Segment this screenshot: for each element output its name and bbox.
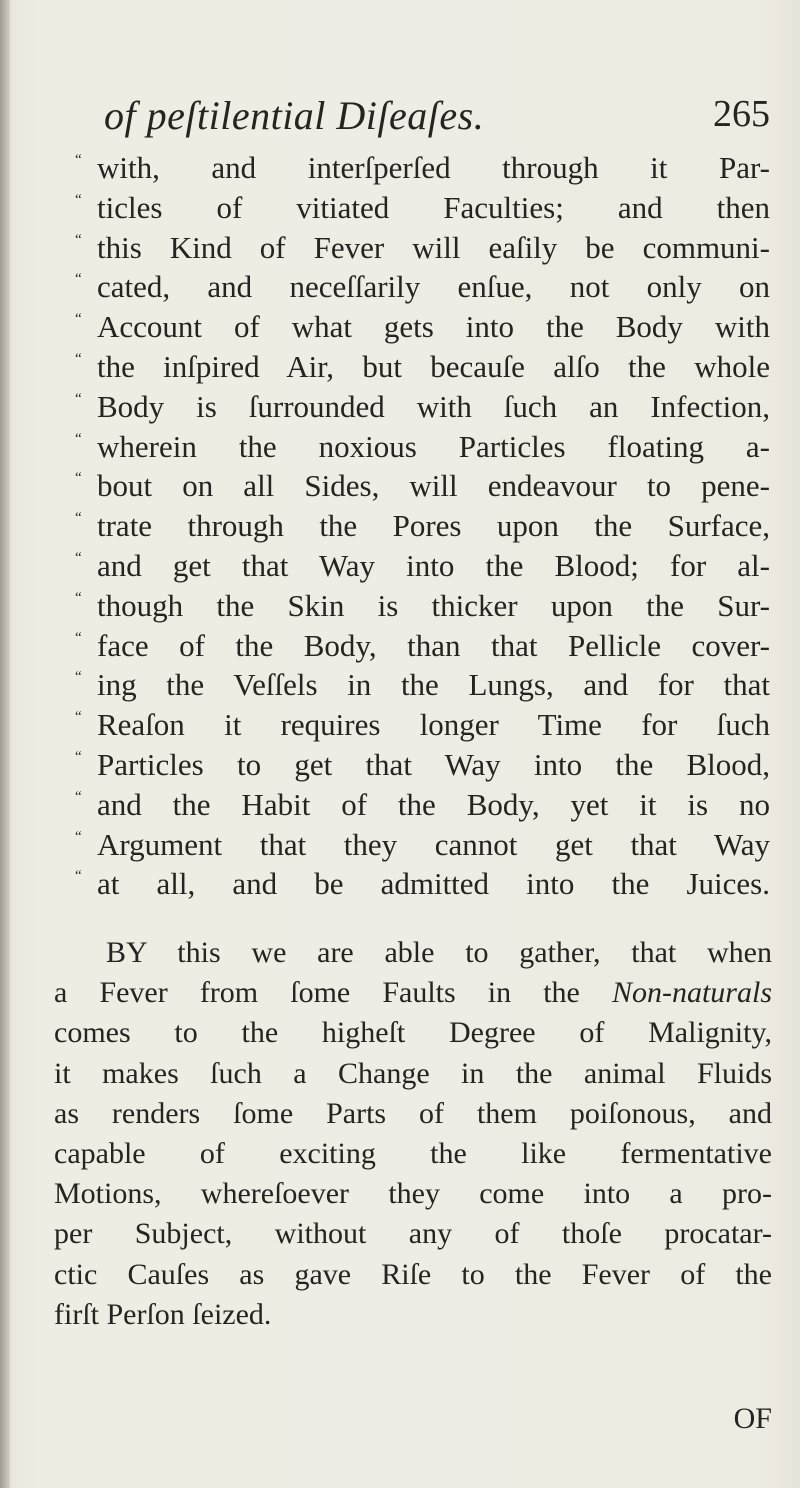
quote-mark: “ [75,152,82,168]
quoted-line [75,347,770,387]
quote-mark: “ [75,510,82,527]
quoted-text: and get that Way into the Blood; for al- [97,547,770,583]
quoted-line [75,864,770,904]
quoted-text: wherein the noxious Particles floating a- [97,428,770,464]
quoted-text: face of the Body, than that Pellicle cover- [97,627,770,663]
paragraph-line: ctic Cauſes as gave Riſe to the Fever of the [54,1257,772,1291]
quoted-line [75,188,770,228]
quoted-text: with, and interſperſed through it Par- [97,150,770,185]
page-header [80,92,770,142]
paragraph-line: it makes ſuch a Change in the animal Fluids [54,1056,772,1090]
quoted-line [75,665,770,705]
paragraph-line: firſt Perſon ſeized. [54,1297,272,1331]
quoted-passage [75,148,770,904]
quoted-line [75,705,770,745]
quote-mark: “ [75,748,82,765]
quote-mark: “ [75,589,82,606]
body-paragraph [54,933,772,1335]
quoted-text: Reaſon it requires longer Time for ſuch [97,707,770,743]
quote-mark: “ [75,191,82,208]
paragraph-line [54,973,772,1013]
quoted-line [75,267,770,307]
quoted-line [75,427,770,467]
quote-mark: “ [75,669,82,686]
quoted-line [75,745,770,785]
quote-mark: “ [75,470,82,487]
italic-term: Non-naturals [611,976,772,1010]
quote-mark: “ [75,311,82,328]
quote-mark: “ [75,350,82,367]
quoted-text: ing the Veſſels in the Lungs, and for that [97,667,770,703]
quoted-text: and the Habit of the Body, yet it is no [97,786,770,822]
quoted-line [75,626,770,666]
quoted-line [75,466,770,506]
paragraph-text: a Fever from ſome Faults in the [54,976,612,1010]
quoted-line [75,586,770,626]
quoted-text: ticles of vitiated Faculties; and then [97,189,770,225]
paragraph-line: comes to the higheſt Degree of Malignity, [54,1016,772,1050]
quoted-line [75,228,770,268]
paragraph-line: Motions, whereſoever they come into a pro- [54,1177,772,1211]
quote-mark: “ [75,430,82,447]
quoted-line [75,825,770,865]
quoted-text: trate through the Pores upon the Surface, [97,508,770,544]
quoted-text: Body is ſurrounded with ſuch an Infection, [97,388,770,424]
running-title: of peſtilential Diſeaſes. [104,93,485,138]
quote-mark: “ [75,868,82,885]
quoted-text: this Kind of Fever will eaſily be communi- [97,229,770,265]
page-number: 265 [713,93,770,135]
quoted-line [75,148,770,188]
quoted-text: the inſpired Air, but becauſe alſo the whole [97,348,770,384]
quoted-text: bout on all Sides, will endeavour to pene- [97,468,770,504]
quote-mark: “ [75,709,82,726]
paragraph-line: per Subject, without any of thoſe procatar- [54,1217,772,1251]
page-binding-edge [0,0,10,1488]
quote-mark: “ [75,231,82,248]
quoted-text: Argument that they cannot get that Way [97,826,770,862]
catchword: OF [733,1402,772,1435]
quoted-line [75,785,770,825]
quote-mark: “ [75,629,82,646]
quote-mark: “ [75,788,82,805]
paragraph-line: BY this we are able to gather, that when [106,936,772,969]
quote-mark: “ [75,549,82,566]
quoted-text: though the Skin is thicker upon the Sur- [97,587,770,623]
quoted-text: Account of what gets into the Body with [97,309,770,345]
quoted-text: cated, and neceſſarily enſue, not only on [97,269,770,305]
quoted-text: Particles to get that Way into the Blood, [97,746,770,782]
quoted-line [75,506,770,546]
quoted-line [75,307,770,347]
paragraph-line: as renders ſome Parts of them poiſonous, and [54,1096,772,1130]
quote-mark: “ [75,390,82,407]
quote-mark: “ [75,828,82,845]
paragraph-line: capable of exciting the like fermentative [54,1136,772,1170]
quoted-text: at all, and be admitted into the Juices. [97,866,770,902]
quoted-line [75,546,770,586]
quote-mark: “ [75,271,82,288]
quoted-line [75,387,770,427]
